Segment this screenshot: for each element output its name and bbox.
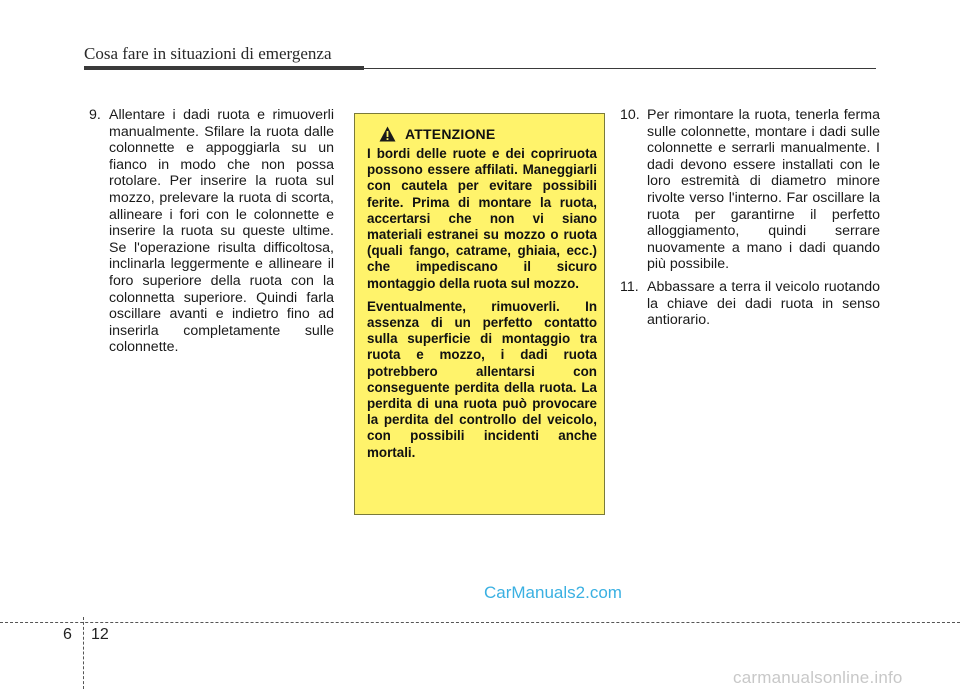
step-number: 11. bbox=[620, 278, 639, 295]
page-title: Cosa fare in situazioni di emergenza bbox=[84, 44, 332, 63]
footer-divider bbox=[83, 617, 84, 689]
step-item-10 bbox=[620, 107, 880, 273]
step-number: 10. bbox=[620, 107, 640, 123]
header-rule-thick bbox=[84, 66, 364, 70]
warning-header bbox=[367, 124, 597, 144]
warning-paragraph: Eventualmente, rimuoverli. In assenza di un perfetto contatto sulla superficie di montaggio tra ruota e mozzo, i dadi ruota potrebbero allentarsi con conseguente perdita della ruota. La perdita di una ruota può provocare la perdita del controllo del veicolo, con possibili incidenti anche mortali. bbox=[367, 298, 597, 460]
right-column bbox=[620, 107, 880, 335]
warning-title: ATTENZIONE bbox=[405, 125, 496, 142]
footer-site-watermark: carmanualsonline.info bbox=[733, 668, 903, 687]
step-item-11 bbox=[620, 279, 880, 329]
footer-rule bbox=[0, 622, 960, 623]
page-number: 12 bbox=[91, 626, 109, 643]
step-text: Allentare i dadi ruota e rimuoverli manualmente. Sfilare la ruota dalle colonnette e appoggiarla su un fianco in modo che non possa rotolare. Per inserire la ruota sul mozzo, prelevare la ruota di scorta, allineare i fori con le colonnette e inserire la ruota su queste ultime. Se l'operazione risulta difficoltosa, inclinarla leggermente e allineare il foro superiore della ruota con la colonnetta superiore. Quindi farla oscillare avanti e indietro fino ad inserirla completamente sulle colonnette. bbox=[109, 107, 334, 356]
warning-paragraph: I bordi delle ruote e dei copriruota possono essere affilati. Maneggiarli con cautela per evitare possibili ferite. Prima di montare la ruota, accertarsi che non vi siano materiali estranei su mozzo o ruota (quali fango, catrame, ghiaia, ecc.) che impediscano il sicuro montaggio della ruota sul mozzo. bbox=[367, 146, 597, 291]
left-column bbox=[89, 107, 334, 362]
header-rule-thin bbox=[364, 68, 876, 69]
warning-box bbox=[354, 113, 605, 515]
step-item-9 bbox=[89, 107, 334, 356]
step-text: Per rimontare la ruota, tenerla ferma sulle colonnette, montare i dadi sulle colonnette e serrarli manualmente. I dadi devono essere installati con le loro estremità di diametro minore rivolte verso l'interno. Far oscillare la ruota per garantirne il perfetto alloggiamento, quindi serrare nuovamente a mano i dadi quando più possibile. bbox=[647, 107, 880, 273]
step-text: Abbassare a terra il veicolo ruotando la chiave dei dadi ruota in senso antiorario. bbox=[647, 278, 880, 329]
warning-triangle-icon bbox=[379, 126, 396, 142]
section-number: 6 bbox=[63, 626, 72, 643]
step-number: 9. bbox=[89, 107, 101, 123]
watermark-link[interactable]: CarManuals2.com bbox=[484, 583, 622, 602]
